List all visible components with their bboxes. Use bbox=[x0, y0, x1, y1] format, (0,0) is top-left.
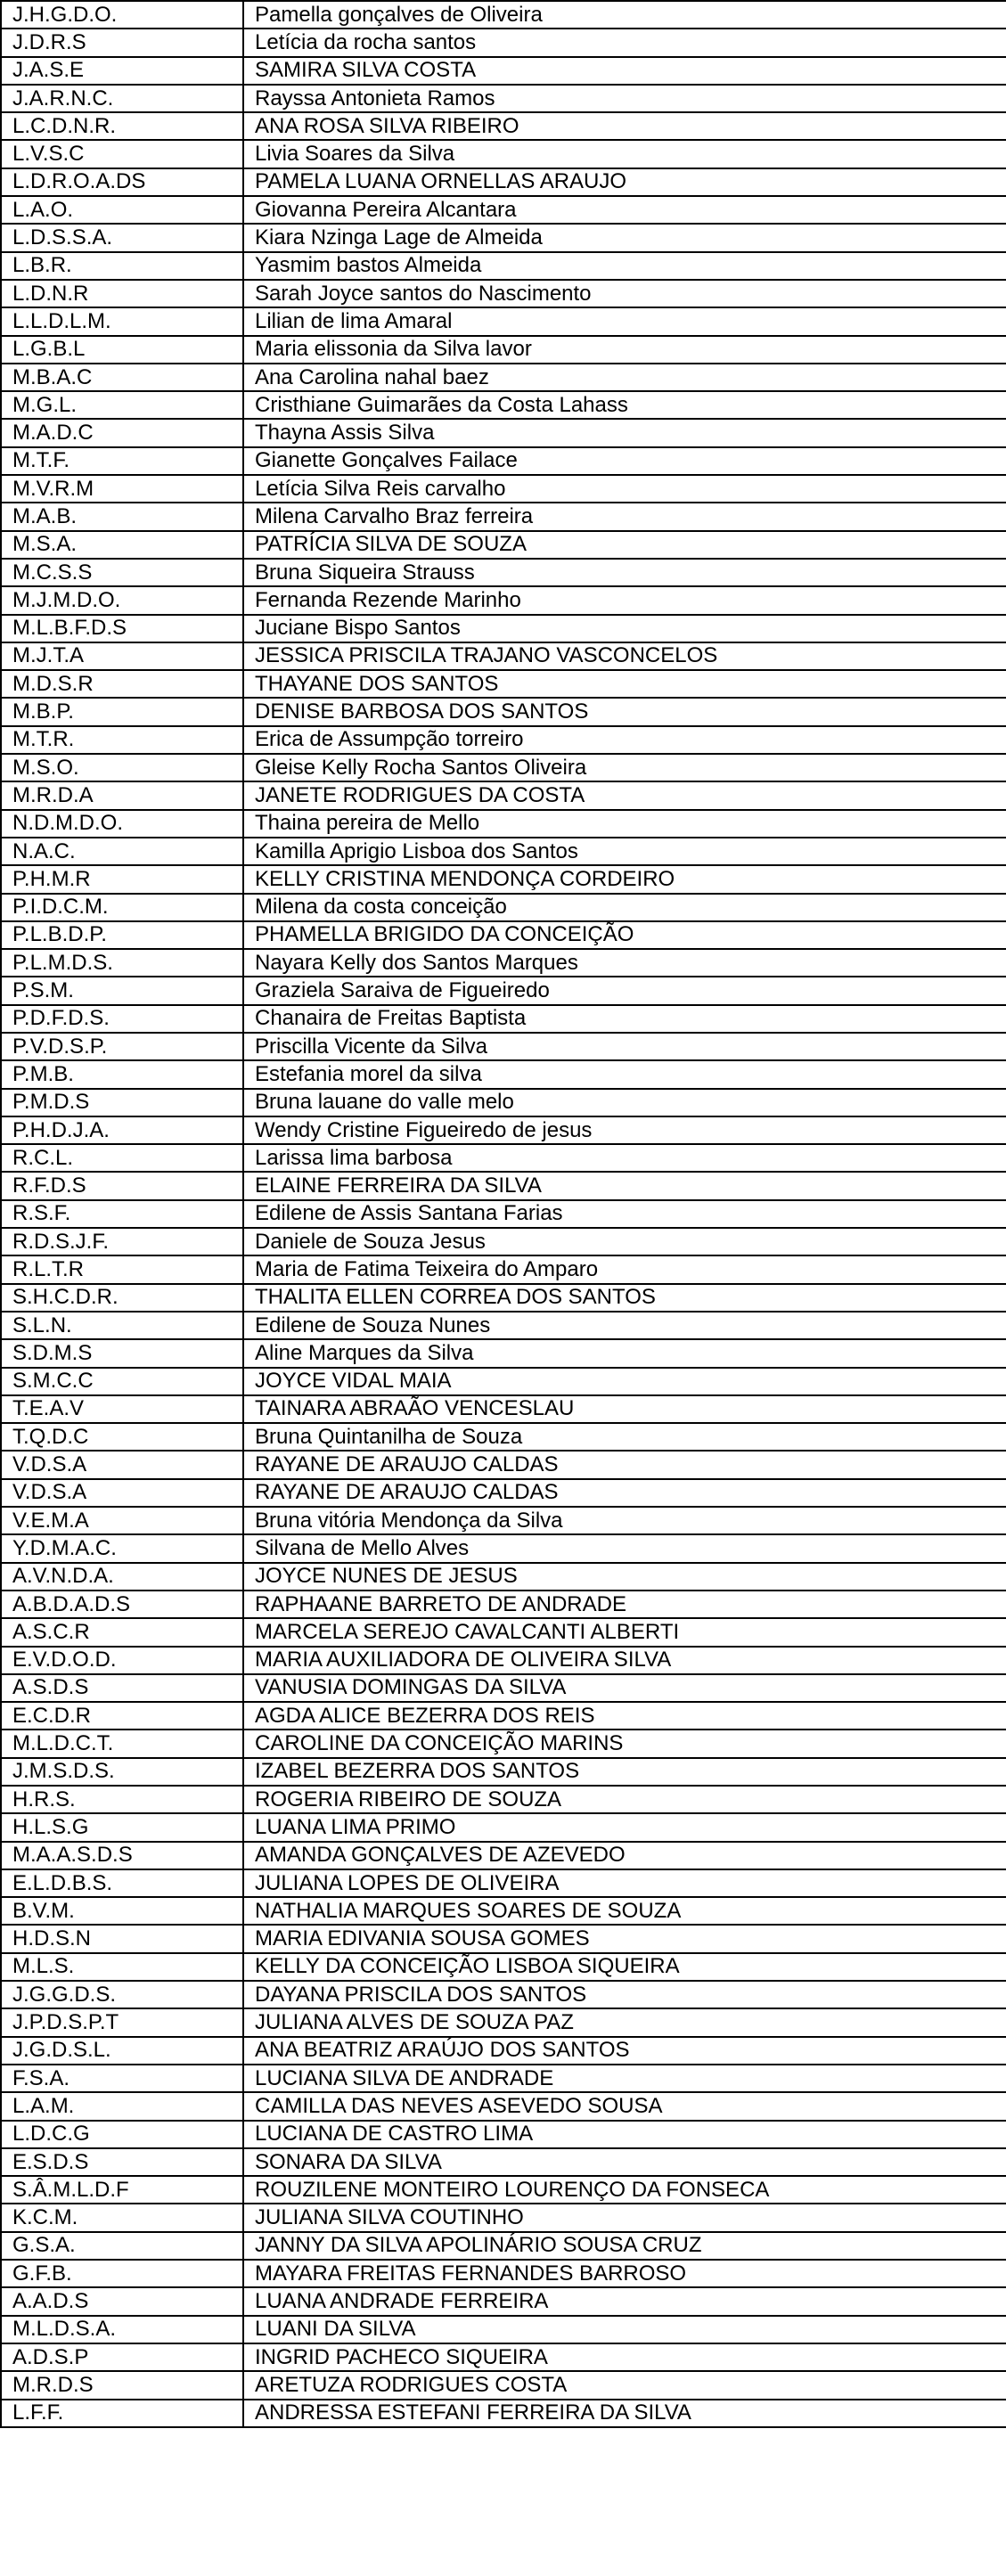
table-row bbox=[1, 1, 1006, 29]
initials-cell: H.L.S.G bbox=[1, 1813, 243, 1841]
full-name-cell: ROUZILENE MONTEIRO LOURENÇO DA FONSECA bbox=[243, 2176, 1006, 2204]
full-name-cell: Bruna lauane do valle melo bbox=[243, 1089, 1006, 1116]
initials-cell: M.S.O. bbox=[1, 754, 243, 781]
table-row bbox=[1, 2148, 1006, 2176]
full-name-cell: AMANDA GONÇALVES DE AZEVEDO bbox=[243, 1842, 1006, 1869]
table-row bbox=[1, 781, 1006, 809]
initials-cell: T.E.A.V bbox=[1, 1395, 243, 1423]
initials-cell: A.V.N.D.A. bbox=[1, 1563, 243, 1591]
full-name-cell: JOYCE NUNES DE JESUS bbox=[243, 1563, 1006, 1591]
full-name-cell: Bruna vitória Mendonça da Silva bbox=[243, 1507, 1006, 1534]
full-name-cell: Erica de Assumpção torreiro bbox=[243, 726, 1006, 754]
table-row bbox=[1, 1116, 1006, 1144]
table-row bbox=[1, 2287, 1006, 2315]
table-row bbox=[1, 252, 1006, 280]
full-name-cell: JULIANA ALVES DE SOUZA PAZ bbox=[243, 2008, 1006, 2036]
full-name-cell: KELLY CRISTINA MENDONÇA CORDEIRO bbox=[243, 865, 1006, 893]
full-name-cell: Edilene de Souza Nunes bbox=[243, 1312, 1006, 1339]
table-row bbox=[1, 1507, 1006, 1534]
initials-cell: M.D.S.R bbox=[1, 670, 243, 698]
full-name-cell: SAMIRA SILVA COSTA bbox=[243, 57, 1006, 85]
initials-cell: H.D.S.N bbox=[1, 1925, 243, 1952]
table-row bbox=[1, 1758, 1006, 1786]
table-row bbox=[1, 112, 1006, 140]
full-name-cell: THALITA ELLEN CORREA DOS SANTOS bbox=[243, 1284, 1006, 1312]
table-row bbox=[1, 364, 1006, 391]
table-row bbox=[1, 865, 1006, 893]
initials-cell: J.A.R.N.C. bbox=[1, 85, 243, 112]
full-name-cell: PATRÍCIA SILVA DE SOUZA bbox=[243, 531, 1006, 559]
table-row bbox=[1, 1312, 1006, 1339]
initials-cell: M.L.S. bbox=[1, 1953, 243, 1981]
table-row bbox=[1, 726, 1006, 754]
full-name-cell: ROGERIA RIBEIRO DE SOUZA bbox=[243, 1786, 1006, 1813]
full-name-cell: Aline Marques da Silva bbox=[243, 1339, 1006, 1367]
table-row bbox=[1, 1730, 1006, 1757]
initials-cell: H.R.S. bbox=[1, 1786, 243, 1813]
full-name-cell: Cristhiane Guimarães da Costa Lahass bbox=[243, 391, 1006, 419]
initials-cell: L.D.N.R bbox=[1, 280, 243, 307]
initials-cell: A.A.D.S bbox=[1, 2287, 243, 2315]
table-row bbox=[1, 1144, 1006, 1172]
full-name-cell: Edilene de Assis Santana Farias bbox=[243, 1200, 1006, 1228]
full-name-cell: JOYCE VIDAL MAIA bbox=[243, 1368, 1006, 1395]
initials-cell: M.A.B. bbox=[1, 503, 243, 530]
full-name-cell: MAYARA FREITAS FERNANDES BARROSO bbox=[243, 2260, 1006, 2287]
table-row bbox=[1, 2232, 1006, 2260]
initials-cell: M.T.F. bbox=[1, 447, 243, 475]
table-row bbox=[1, 2316, 1006, 2343]
table-row bbox=[1, 1897, 1006, 1925]
full-name-cell: LUCIANA DE CASTRO LIMA bbox=[243, 2121, 1006, 2148]
full-name-cell: Rayssa Antonieta Ramos bbox=[243, 85, 1006, 112]
full-name-cell: Thayna Assis Silva bbox=[243, 419, 1006, 446]
initials-cell: S.Â.M.L.D.F bbox=[1, 2176, 243, 2204]
full-name-cell: Priscilla Vicente da Silva bbox=[243, 1033, 1006, 1060]
table-row bbox=[1, 531, 1006, 559]
full-name-cell: DENISE BARBOSA DOS SANTOS bbox=[243, 698, 1006, 725]
initials-cell: G.F.B. bbox=[1, 2260, 243, 2287]
table-row bbox=[1, 1060, 1006, 1088]
table-row bbox=[1, 1033, 1006, 1060]
table-row bbox=[1, 2176, 1006, 2204]
table-row bbox=[1, 1423, 1006, 1451]
full-name-cell: Bruna Siqueira Strauss bbox=[243, 559, 1006, 586]
full-name-cell: RAYANE DE ARAUJO CALDAS bbox=[243, 1479, 1006, 1507]
full-name-cell: RAPHAANE BARRETO DE ANDRADE bbox=[243, 1591, 1006, 1618]
full-name-cell: THAYANE DOS SANTOS bbox=[243, 670, 1006, 698]
full-name-cell: Gianette Gonçalves Failace bbox=[243, 447, 1006, 475]
full-name-cell: Letícia da rocha santos bbox=[243, 29, 1006, 56]
full-name-cell: Yasmim bastos Almeida bbox=[243, 252, 1006, 280]
full-name-cell: Ana Carolina nahal baez bbox=[243, 364, 1006, 391]
table-row bbox=[1, 1869, 1006, 1897]
initials-cell: A.B.D.A.D.S bbox=[1, 1591, 243, 1618]
initials-cell: L.F.F. bbox=[1, 2400, 243, 2427]
full-name-cell: TAINARA ABRAÃO VENCESLAU bbox=[243, 1395, 1006, 1423]
initials-cell: Y.D.M.A.C. bbox=[1, 1534, 243, 1562]
table-row bbox=[1, 1591, 1006, 1618]
full-name-cell: Maria elissonia da Silva lavor bbox=[243, 336, 1006, 364]
full-name-cell: JANNY DA SILVA APOLINÁRIO SOUSA CRUZ bbox=[243, 2232, 1006, 2260]
full-name-cell: Milena da costa conceição bbox=[243, 894, 1006, 921]
table-row bbox=[1, 1925, 1006, 1952]
initials-cell: L.D.C.G bbox=[1, 2121, 243, 2148]
initials-cell: R.L.T.R bbox=[1, 1255, 243, 1283]
initials-cell: L.V.S.C bbox=[1, 140, 243, 168]
table-row bbox=[1, 2400, 1006, 2427]
full-name-cell: Thaina pereira de Mello bbox=[243, 810, 1006, 838]
initials-cell: J.G.G.D.S. bbox=[1, 1981, 243, 2008]
table-row bbox=[1, 140, 1006, 168]
table-row bbox=[1, 1284, 1006, 1312]
table-row bbox=[1, 2092, 1006, 2120]
table-row bbox=[1, 754, 1006, 781]
table-row bbox=[1, 2037, 1006, 2065]
full-name-cell: Giovanna Pereira Alcantara bbox=[243, 196, 1006, 224]
initials-cell: J.P.D.S.P.T bbox=[1, 2008, 243, 2036]
full-name-cell: Letícia Silva Reis carvalho bbox=[243, 475, 1006, 503]
initials-cell: P.I.D.C.M. bbox=[1, 894, 243, 921]
initials-cell: M.A.A.S.D.S bbox=[1, 1842, 243, 1869]
initials-cell: J.M.S.D.S. bbox=[1, 1758, 243, 1786]
full-name-cell: LUANA ANDRADE FERREIRA bbox=[243, 2287, 1006, 2315]
initials-cell: V.D.S.A bbox=[1, 1479, 243, 1507]
initials-cell: T.Q.D.C bbox=[1, 1423, 243, 1451]
table-row bbox=[1, 1981, 1006, 2008]
full-name-cell: Livia Soares da Silva bbox=[243, 140, 1006, 168]
initials-cell: M.S.A. bbox=[1, 531, 243, 559]
initials-cell: G.S.A. bbox=[1, 2232, 243, 2260]
table-row bbox=[1, 1674, 1006, 1702]
full-name-cell: Graziela Saraiva de Figueiredo bbox=[243, 977, 1006, 1004]
initials-cell: V.D.S.A bbox=[1, 1451, 243, 1478]
table-row bbox=[1, 1563, 1006, 1591]
table-row bbox=[1, 29, 1006, 56]
full-name-cell: Nayara Kelly dos Santos Marques bbox=[243, 949, 1006, 977]
initials-cell: P.L.M.D.S. bbox=[1, 949, 243, 977]
table-row bbox=[1, 977, 1006, 1004]
initials-cell: P.S.M. bbox=[1, 977, 243, 1004]
table-row bbox=[1, 615, 1006, 642]
initials-cell: P.L.B.D.P. bbox=[1, 921, 243, 949]
table-row bbox=[1, 1451, 1006, 1478]
initials-cell: L.D.S.S.A. bbox=[1, 224, 243, 251]
initials-cell: M.C.S.S bbox=[1, 559, 243, 586]
table-row bbox=[1, 336, 1006, 364]
initials-cell: L.C.D.N.R. bbox=[1, 112, 243, 140]
full-name-cell: CAROLINE DA CONCEIÇÃO MARINS bbox=[243, 1730, 1006, 1757]
initials-cell: M.B.A.C bbox=[1, 364, 243, 391]
table-row bbox=[1, 1702, 1006, 1730]
initials-cell: J.A.S.E bbox=[1, 57, 243, 85]
initials-cell: L.A.M. bbox=[1, 2092, 243, 2120]
table-row bbox=[1, 559, 1006, 586]
full-name-cell: Kamilla Aprigio Lisboa dos Santos bbox=[243, 838, 1006, 865]
table-row bbox=[1, 85, 1006, 112]
table-row bbox=[1, 949, 1006, 977]
initials-cell: P.H.D.J.A. bbox=[1, 1116, 243, 1144]
table-row bbox=[1, 1786, 1006, 1813]
initials-cell: F.S.A. bbox=[1, 2065, 243, 2092]
full-name-cell: VANUSIA DOMINGAS DA SILVA bbox=[243, 1674, 1006, 1702]
full-name-cell: Daniele de Souza Jesus bbox=[243, 1228, 1006, 1255]
full-name-cell: Silvana de Mello Alves bbox=[243, 1534, 1006, 1562]
names-table-body bbox=[1, 1, 1006, 2427]
full-name-cell: Pamella gonçalves de Oliveira bbox=[243, 1, 1006, 29]
full-name-cell: PAMELA LUANA ORNELLAS ARAUJO bbox=[243, 168, 1006, 196]
table-row bbox=[1, 391, 1006, 419]
initials-cell: R.S.F. bbox=[1, 1200, 243, 1228]
table-row bbox=[1, 475, 1006, 503]
initials-cell: M.A.D.C bbox=[1, 419, 243, 446]
table-row bbox=[1, 2008, 1006, 2036]
initials-cell: V.E.M.A bbox=[1, 1507, 243, 1534]
table-row bbox=[1, 1534, 1006, 1562]
table-row bbox=[1, 57, 1006, 85]
initials-cell: M.L.D.C.T. bbox=[1, 1730, 243, 1757]
table-row bbox=[1, 224, 1006, 251]
full-name-cell: Sarah Joyce santos do Nascimento bbox=[243, 280, 1006, 307]
table-row bbox=[1, 1339, 1006, 1367]
table-row bbox=[1, 280, 1006, 307]
table-row bbox=[1, 1618, 1006, 1646]
initials-cell: M.L.D.S.A. bbox=[1, 2316, 243, 2343]
full-name-cell: KELLY DA CONCEIÇÃO LISBOA SIQUEIRA bbox=[243, 1953, 1006, 1981]
full-name-cell: Larissa lima barbosa bbox=[243, 1144, 1006, 1172]
initials-cell: L.A.O. bbox=[1, 196, 243, 224]
table-row bbox=[1, 1479, 1006, 1507]
full-name-cell: Fernanda Rezende Marinho bbox=[243, 586, 1006, 614]
table-row bbox=[1, 1395, 1006, 1423]
initials-cell: A.S.D.S bbox=[1, 1674, 243, 1702]
initials-cell: S.H.C.D.R. bbox=[1, 1284, 243, 1312]
table-row bbox=[1, 2204, 1006, 2231]
table-row bbox=[1, 1368, 1006, 1395]
full-name-cell: PHAMELLA BRIGIDO DA CONCEIÇÃO bbox=[243, 921, 1006, 949]
full-name-cell: Gleise Kelly Rocha Santos Oliveira bbox=[243, 754, 1006, 781]
initials-cell: L.B.R. bbox=[1, 252, 243, 280]
table-row bbox=[1, 1842, 1006, 1869]
table-row bbox=[1, 586, 1006, 614]
initials-cell: P.M.D.S bbox=[1, 1089, 243, 1116]
initials-cell: N.A.C. bbox=[1, 838, 243, 865]
table-row bbox=[1, 419, 1006, 446]
initials-cell: E.S.D.S bbox=[1, 2148, 243, 2176]
full-name-cell: DAYANA PRISCILA DOS SANTOS bbox=[243, 1981, 1006, 2008]
initials-cell: R.F.D.S bbox=[1, 1172, 243, 1199]
full-name-cell: Wendy Cristine Figueiredo de jesus bbox=[243, 1116, 1006, 1144]
table-row bbox=[1, 447, 1006, 475]
initials-cell: S.L.N. bbox=[1, 1312, 243, 1339]
table-row bbox=[1, 642, 1006, 670]
initials-cell: S.D.M.S bbox=[1, 1339, 243, 1367]
table-row bbox=[1, 2343, 1006, 2371]
full-name-cell: JESSICA PRISCILA TRAJANO VASCONCELOS bbox=[243, 642, 1006, 670]
full-name-cell: NATHALIA MARQUES SOARES DE SOUZA bbox=[243, 1897, 1006, 1925]
full-name-cell: Maria de Fatima Teixeira do Amparo bbox=[243, 1255, 1006, 1283]
initials-cell: E.V.D.O.D. bbox=[1, 1647, 243, 1674]
table-row bbox=[1, 1813, 1006, 1841]
table-row bbox=[1, 670, 1006, 698]
full-name-cell: MARIA AUXILIADORA DE OLIVEIRA SILVA bbox=[243, 1647, 1006, 1674]
table-row bbox=[1, 698, 1006, 725]
initials-cell: M.J.T.A bbox=[1, 642, 243, 670]
initials-cell: M.J.M.D.O. bbox=[1, 586, 243, 614]
full-name-cell: Estefania morel da silva bbox=[243, 1060, 1006, 1088]
initials-cell: P.V.D.S.P. bbox=[1, 1033, 243, 1060]
initials-cell: L.G.B.L bbox=[1, 336, 243, 364]
initials-cell: J.G.D.S.L. bbox=[1, 2037, 243, 2065]
table-row bbox=[1, 810, 1006, 838]
initials-cell: M.T.R. bbox=[1, 726, 243, 754]
full-name-cell: ELAINE FERREIRA DA SILVA bbox=[243, 1172, 1006, 1199]
table-row bbox=[1, 1172, 1006, 1199]
table-row bbox=[1, 2065, 1006, 2092]
table-row bbox=[1, 1255, 1006, 1283]
initials-cell: A.S.C.R bbox=[1, 1618, 243, 1646]
initials-cell: P.M.B. bbox=[1, 1060, 243, 1088]
initials-cell: R.C.L. bbox=[1, 1144, 243, 1172]
full-name-cell: AGDA ALICE BEZERRA DOS REIS bbox=[243, 1702, 1006, 1730]
full-name-cell: Lilian de lima Amaral bbox=[243, 307, 1006, 335]
table-row bbox=[1, 921, 1006, 949]
initials-cell: E.C.D.R bbox=[1, 1702, 243, 1730]
table-row bbox=[1, 2260, 1006, 2287]
full-name-cell: Juciane Bispo Santos bbox=[243, 615, 1006, 642]
full-name-cell: MARCELA SEREJO CAVALCANTI ALBERTI bbox=[243, 1618, 1006, 1646]
table-row bbox=[1, 894, 1006, 921]
full-name-cell: JANETE RODRIGUES DA COSTA bbox=[243, 781, 1006, 809]
initials-cell: S.M.C.C bbox=[1, 1368, 243, 1395]
full-name-cell: JULIANA LOPES DE OLIVEIRA bbox=[243, 1869, 1006, 1897]
full-name-cell: Milena Carvalho Braz ferreira bbox=[243, 503, 1006, 530]
table-row bbox=[1, 503, 1006, 530]
initials-cell: J.H.G.D.O. bbox=[1, 1, 243, 29]
table-row bbox=[1, 1647, 1006, 1674]
initials-cell: M.V.R.M bbox=[1, 475, 243, 503]
full-name-cell: SONARA DA SILVA bbox=[243, 2148, 1006, 2176]
table-row bbox=[1, 2371, 1006, 2399]
initials-cell: M.G.L. bbox=[1, 391, 243, 419]
full-name-cell: ANDRESSA ESTEFANI FERREIRA DA SILVA bbox=[243, 2400, 1006, 2427]
full-name-cell: ANA BEATRIZ ARAÚJO DOS SANTOS bbox=[243, 2037, 1006, 2065]
full-name-cell: ANA ROSA SILVA RIBEIRO bbox=[243, 112, 1006, 140]
initials-cell: P.H.M.R bbox=[1, 865, 243, 893]
table-row bbox=[1, 2121, 1006, 2148]
initials-cell: P.D.F.D.S. bbox=[1, 1005, 243, 1033]
table-row bbox=[1, 307, 1006, 335]
table-row bbox=[1, 196, 1006, 224]
full-name-cell: MARIA EDIVANIA SOUSA GOMES bbox=[243, 1925, 1006, 1952]
table-row bbox=[1, 1005, 1006, 1033]
initials-cell: M.R.D.S bbox=[1, 2371, 243, 2399]
table-row bbox=[1, 168, 1006, 196]
table-row bbox=[1, 1089, 1006, 1116]
full-name-cell: Kiara Nzinga Lage de Almeida bbox=[243, 224, 1006, 251]
initials-cell: R.D.S.J.F. bbox=[1, 1228, 243, 1255]
initials-cell: M.B.P. bbox=[1, 698, 243, 725]
full-name-cell: JULIANA SILVA COUTINHO bbox=[243, 2204, 1006, 2231]
full-name-cell: LUCIANA SILVA DE ANDRADE bbox=[243, 2065, 1006, 2092]
initials-cell: L.L.D.L.M. bbox=[1, 307, 243, 335]
full-name-cell: LUANI DA SILVA bbox=[243, 2316, 1006, 2343]
full-name-cell: RAYANE DE ARAUJO CALDAS bbox=[243, 1451, 1006, 1478]
full-name-cell: IZABEL BEZERRA DOS SANTOS bbox=[243, 1758, 1006, 1786]
initials-cell: E.L.D.B.S. bbox=[1, 1869, 243, 1897]
initials-cell: K.C.M. bbox=[1, 2204, 243, 2231]
full-name-cell: LUANA LIMA PRIMO bbox=[243, 1813, 1006, 1841]
full-name-cell: CAMILLA DAS NEVES ASEVEDO SOUSA bbox=[243, 2092, 1006, 2120]
table-row bbox=[1, 838, 1006, 865]
full-name-cell: ARETUZA RODRIGUES COSTA bbox=[243, 2371, 1006, 2399]
full-name-cell: INGRID PACHECO SIQUEIRA bbox=[243, 2343, 1006, 2371]
initials-cell: A.D.S.P bbox=[1, 2343, 243, 2371]
table-row bbox=[1, 1953, 1006, 1981]
initials-cell: M.L.B.F.D.S bbox=[1, 615, 243, 642]
initials-cell: J.D.R.S bbox=[1, 29, 243, 56]
full-name-cell: Chanaira de Freitas Baptista bbox=[243, 1005, 1006, 1033]
initials-cell: B.V.M. bbox=[1, 1897, 243, 1925]
initials-cell: N.D.M.D.O. bbox=[1, 810, 243, 838]
initials-cell: L.D.R.O.A.DS bbox=[1, 168, 243, 196]
table-row bbox=[1, 1200, 1006, 1228]
initials-cell: M.R.D.A bbox=[1, 781, 243, 809]
table-row bbox=[1, 1228, 1006, 1255]
full-name-cell: Bruna Quintanilha de Souza bbox=[243, 1423, 1006, 1451]
